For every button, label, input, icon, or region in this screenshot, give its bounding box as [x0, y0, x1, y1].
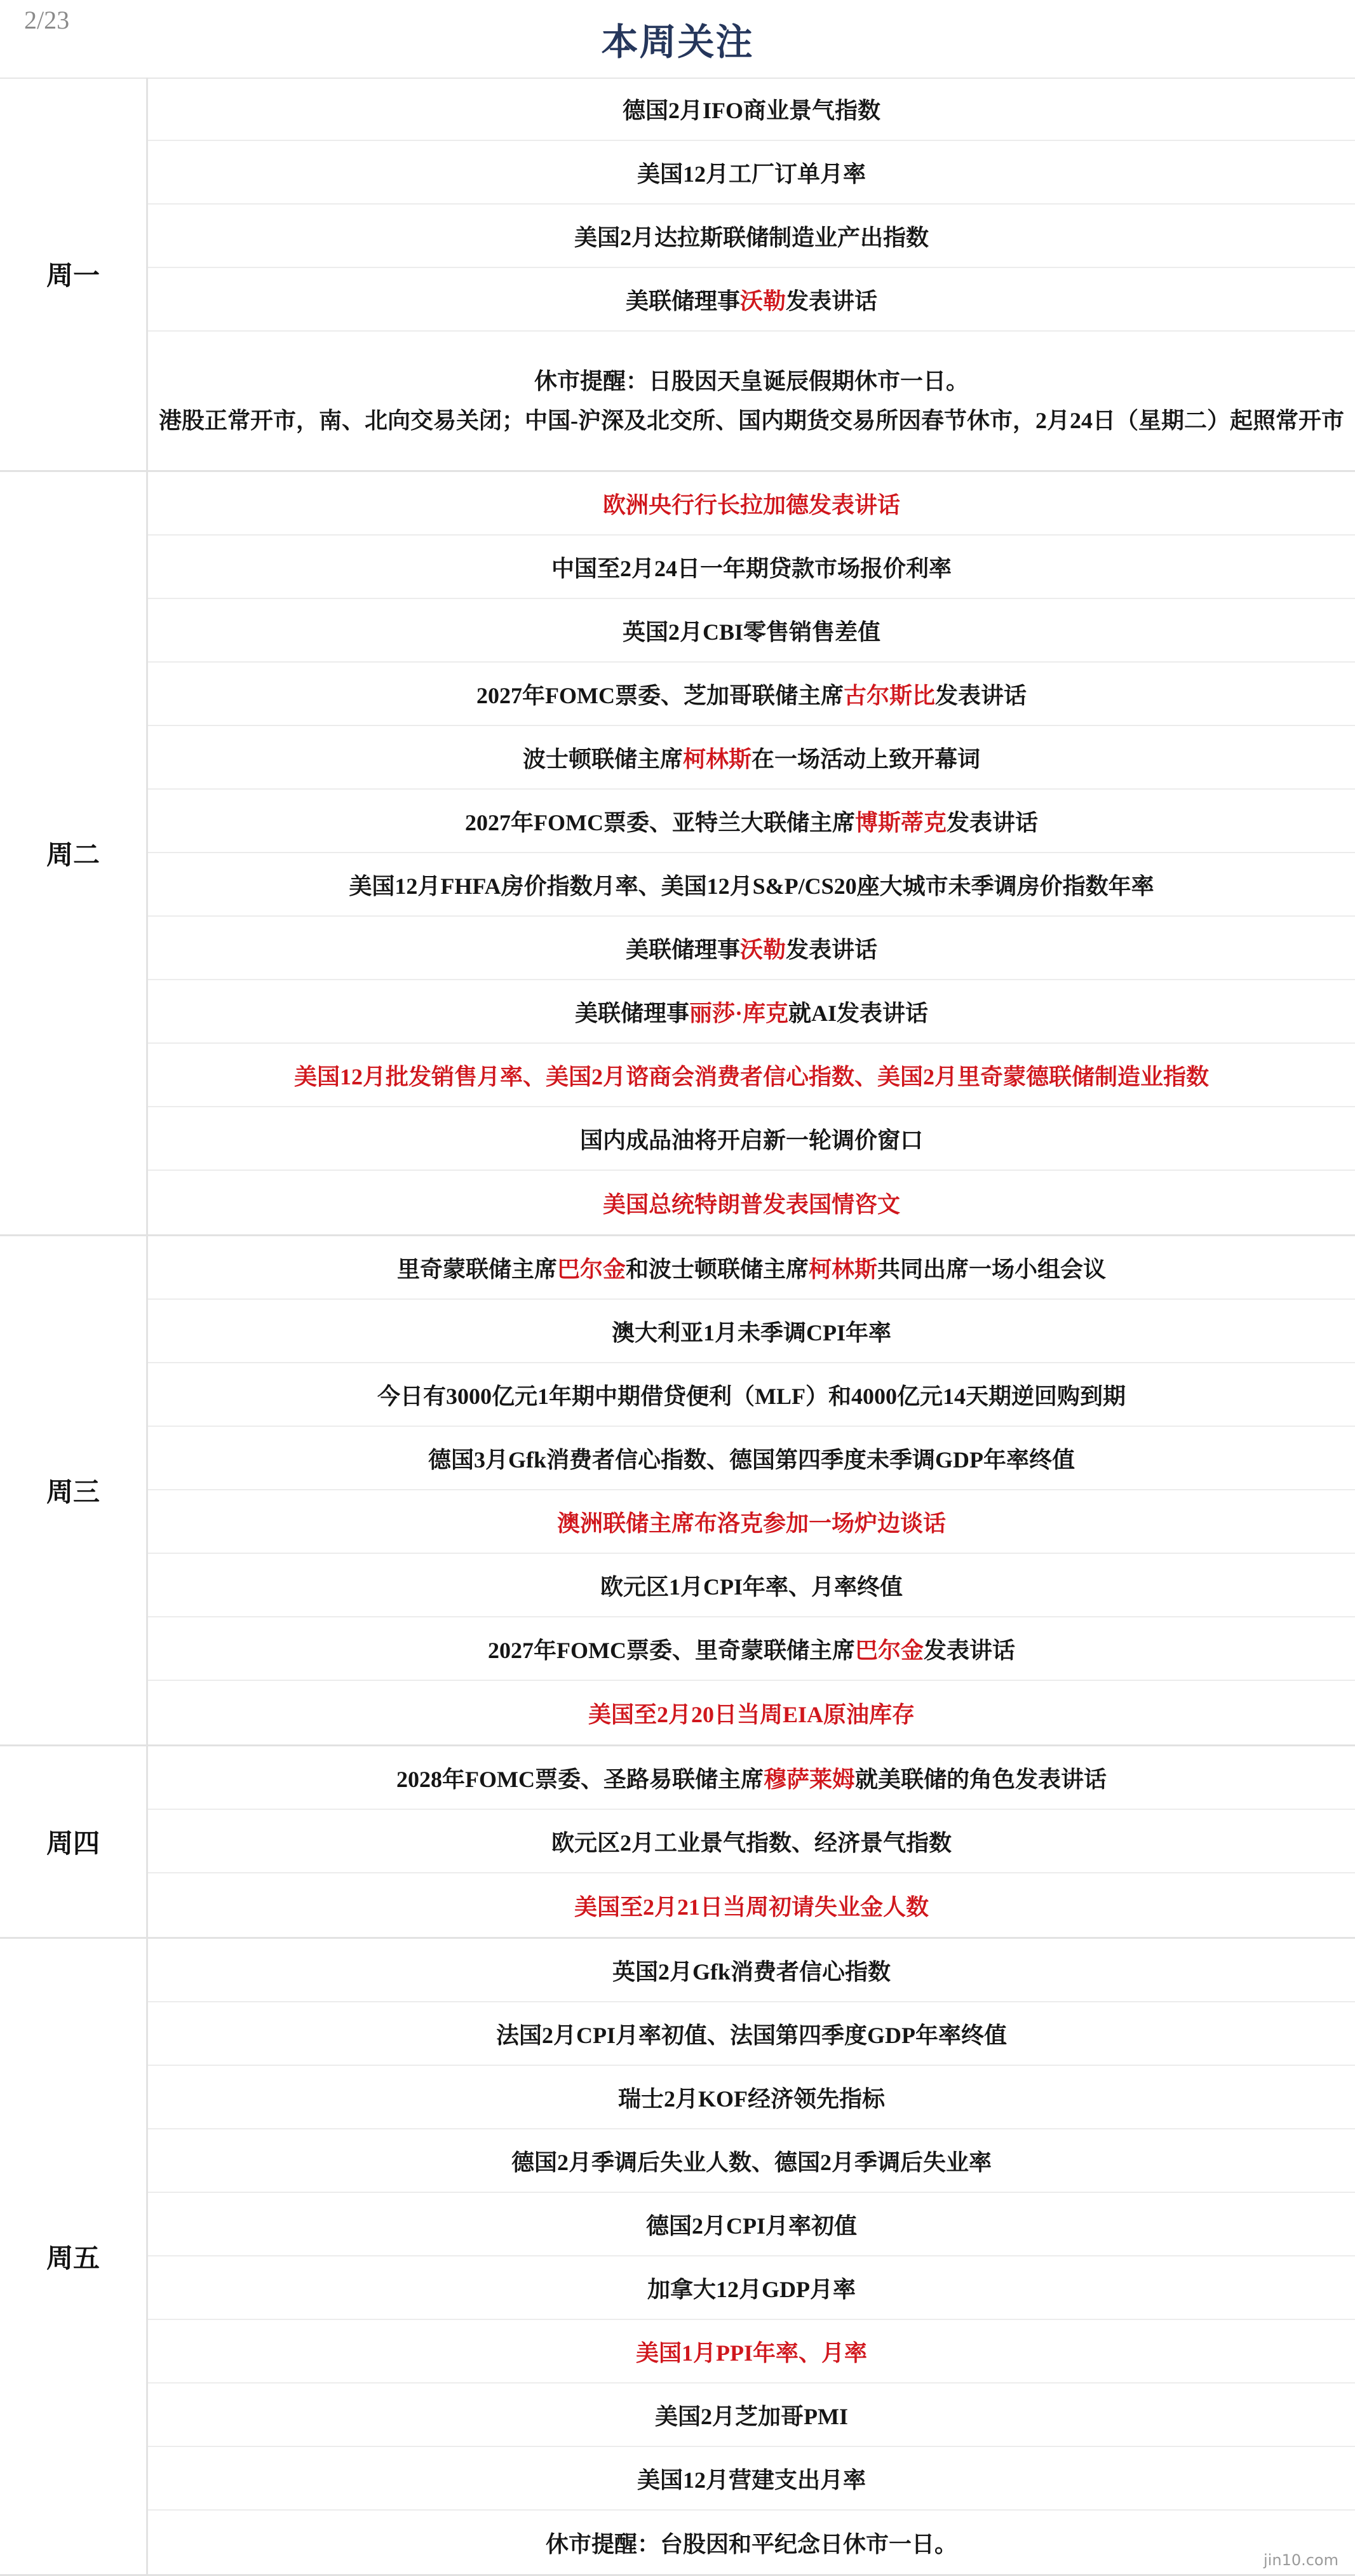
event-text: 美联储理事	[574, 1000, 689, 1026]
highlighted-text: 美国总统特朗普发表国情咨文	[602, 1191, 900, 1217]
event-row	[148, 1810, 1355, 1873]
market-closure-note	[148, 332, 1355, 470]
event-text: 就AI发表讲话	[788, 1000, 929, 1026]
event-text: 英国2月CBI零售销售差值	[622, 619, 881, 645]
event-text: 在一场活动上致开幕词	[752, 746, 981, 772]
event-row	[148, 599, 1355, 663]
event-list	[148, 1746, 1355, 1937]
highlighted-text: 博斯蒂克	[854, 809, 947, 835]
event-row	[148, 1746, 1355, 1810]
event-row	[148, 2129, 1355, 2193]
event-text: 瑞士2月KOF经济领先指标	[618, 2086, 885, 2112]
note-line: 休市提醒：日股因天皇诞辰假期休市一日。	[534, 368, 969, 394]
event-text: 澳大利亚1月未季调CPI年率	[612, 1319, 891, 1345]
event-row	[148, 1939, 1355, 2002]
event-text: 发表讲话	[946, 809, 1038, 835]
event-text: 美国2月芝加哥PMI	[655, 2403, 848, 2429]
event-row	[148, 790, 1355, 853]
event-text: 德国2月CPI月率初值	[646, 2213, 857, 2239]
highlighted-text: 丽莎·库克	[689, 1000, 788, 1026]
day-label: 周三	[0, 1236, 148, 1744]
event-row	[148, 2447, 1355, 2511]
event-text: 国内成品油将开启新一轮调价窗口	[579, 1127, 923, 1153]
day-block	[0, 1236, 1355, 1746]
event-row	[148, 853, 1355, 917]
highlighted-text: 巴尔金	[854, 1637, 924, 1663]
event-text: 发表讲话	[923, 1637, 1015, 1663]
event-text: 发表讲话	[786, 936, 878, 962]
event-text: 共同出席一场小组会议	[877, 1256, 1107, 1282]
event-list	[148, 78, 1355, 470]
event-text: 2027年FOMC票委、芝加哥联储主席	[476, 682, 844, 708]
event-text: 美国12月工厂订单月率	[637, 161, 866, 187]
event-row	[148, 1490, 1355, 1554]
event-row	[148, 2256, 1355, 2320]
event-text: 加拿大12月GDP月率	[647, 2276, 856, 2302]
event-list	[148, 472, 1355, 1234]
event-row	[148, 2384, 1355, 2447]
day-label: 周四	[0, 1746, 148, 1937]
event-text: 欧元区1月CPI年率、月率终值	[600, 1574, 903, 1600]
event-row	[148, 1044, 1355, 1107]
event-row	[148, 1171, 1355, 1234]
event-text: 美联储理事	[625, 288, 740, 314]
page-title: 本周关注	[601, 22, 754, 63]
event-text: 今日有3000亿元1年期中期借贷便利（MLF）和4000亿元14天期逆回购到期	[377, 1383, 1126, 1409]
page-indicator: 2/23	[24, 6, 70, 34]
highlighted-text: 柯林斯	[809, 1256, 878, 1282]
day-label: 周二	[0, 472, 148, 1234]
event-text: 2028年FOMC票委、圣路易联储主席	[396, 1766, 764, 1792]
event-text: 和波士顿联储主席	[625, 1256, 809, 1282]
highlighted-text: 美国至2月20日当周EIA原油库存	[588, 1701, 915, 1727]
event-text: 波士顿联储主席	[522, 746, 683, 772]
event-row	[148, 2511, 1355, 2574]
event-text: 美国2月达拉斯联储制造业产出指数	[574, 224, 929, 250]
event-text: 美国12月FHFA房价指数月率、美国12月S&P/CS20座大城市未季调房价指数年率	[349, 873, 1154, 899]
event-text: 发表讲话	[934, 682, 1027, 708]
event-row	[148, 78, 1355, 141]
highlighted-text: 柯林斯	[682, 746, 752, 772]
event-text: 美国12月营建支出月率	[637, 2467, 866, 2493]
highlighted-text: 欧洲央行行长拉加德发表讲话	[602, 492, 900, 518]
highlighted-text: 美国1月PPI年率、月率	[636, 2340, 867, 2366]
event-row	[148, 2002, 1355, 2066]
day-label: 周五	[0, 1939, 148, 2574]
note-line: 港股正常开市，南、北向交易关闭；中国-沪深及北交所、国内期货交易所因春节休市，2月24日（星期二）起照常开市	[159, 408, 1344, 433]
event-list	[148, 1236, 1355, 1744]
event-text: 休市提醒：台股因和平纪念日休市一日。	[545, 2531, 957, 2557]
event-row	[148, 536, 1355, 599]
event-row	[148, 1107, 1355, 1171]
event-row	[148, 2193, 1355, 2256]
event-row	[148, 2320, 1355, 2384]
day-block	[0, 1939, 1355, 2576]
event-row	[148, 663, 1355, 726]
event-row	[148, 1617, 1355, 1681]
event-row	[148, 268, 1355, 332]
day-block	[0, 78, 1355, 472]
highlighted-text: 穆萨莱姆	[763, 1766, 855, 1792]
highlighted-text: 澳洲联储主席布洛克参加一场炉边谈话	[556, 1510, 946, 1536]
event-row	[148, 980, 1355, 1044]
event-text: 英国2月Gfk消费者信心指数	[612, 1959, 891, 1985]
highlighted-text: 巴尔金	[556, 1256, 626, 1282]
event-text: 2027年FOMC票委、亚特兰大联储主席	[464, 809, 855, 835]
highlighted-text: 沃勒	[739, 936, 786, 962]
event-row	[148, 726, 1355, 790]
event-text: 德国2月季调后失业人数、德国2月季调后失业率	[511, 2149, 992, 2175]
event-row	[148, 1236, 1355, 1300]
event-row	[148, 1363, 1355, 1427]
event-row	[148, 1873, 1355, 1937]
event-text: 中国至2月24日一年期贷款市场报价利率	[551, 555, 952, 581]
event-row	[148, 917, 1355, 980]
event-text: 美联储理事	[625, 936, 740, 962]
event-text: 2027年FOMC票委、里奇蒙联储主席	[487, 1637, 855, 1663]
event-text: 里奇蒙联储主席	[396, 1256, 557, 1282]
event-text: 欧元区2月工业景气指数、经济景气指数	[551, 1830, 952, 1856]
highlighted-text: 美国至2月21日当周初请失业金人数	[574, 1894, 929, 1920]
event-list	[148, 1939, 1355, 2574]
event-text: 发表讲话	[786, 288, 878, 314]
event-text: 就美联储的角色发表讲话	[854, 1766, 1107, 1792]
day-block	[0, 472, 1355, 1236]
highlighted-text: 古尔斯比	[843, 682, 935, 708]
event-text: 德国3月Gfk消费者信心指数、德国第四季度未季调GDP年率终值	[428, 1446, 1075, 1473]
event-text: 德国2月IFO商业景气指数	[622, 97, 880, 123]
event-row	[148, 1554, 1355, 1617]
day-label: 周一	[0, 78, 148, 470]
weekly-schedule	[0, 78, 1355, 2576]
event-row	[148, 141, 1355, 205]
event-row	[148, 472, 1355, 536]
event-row	[148, 205, 1355, 268]
event-row	[148, 1681, 1355, 1744]
highlighted-text: 沃勒	[739, 288, 786, 314]
event-row	[148, 1427, 1355, 1490]
event-row	[148, 1300, 1355, 1363]
watermark: jin10.com	[1264, 2551, 1338, 2569]
highlighted-text: 美国12月批发销售月率、美国2月谘商会消费者信心指数、美国2月里奇蒙德联储制造业指数	[293, 1063, 1209, 1089]
day-block	[0, 1746, 1355, 1939]
event-text: 法国2月CPI月率初值、法国第四季度GDP年率终值	[496, 2022, 1007, 2048]
header	[0, 0, 1355, 79]
event-row	[148, 2066, 1355, 2129]
